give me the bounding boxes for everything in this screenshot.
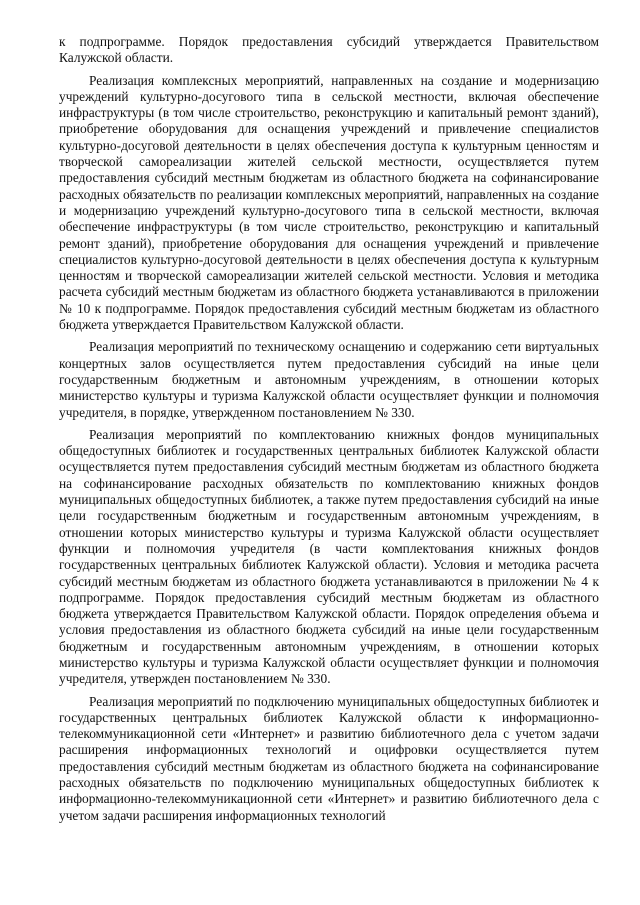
paragraph-2: Реализация комплексных мероприятий, направленных на создание и модернизацию учреждений культурно-досугового типа в сельской местности, включая обеспечение инфраструктуры (в том числе строительство, реконструкцию и капитальный ремонт зданий), приобретение оборудования для оснащения учреждений и привлечение специалистов культурно-досуговой деятельности в целях обеспечения доступа к культурным ценностям и творческой самореализации жителей сельской местности, осуществляется путем предоставления субсидий местным бюджетам из областного бюджета на софинансирование расходных обязательств по реализации комплексных мероприятий, направленных на создание и модернизацию учреждений культурно-досугового типа в сельской местности, включая обеспечение инфраструктуры (в том числе строительство, реконструкцию и капитальный ремонт зданий), приобретение оборудования для оснащения учреждений и привлечение специалистов культурно-досуговой деятельности в целях обеспечения доступа к культурным ценностям и творческой самореализации жителей сельской местности. Условия и методика расчета субсидий местным бюджетам из областного бюджета устанавливаются в приложении № 10 к подпрограмме. Порядок предоставления субсидий местным бюджетам из областного бюджета утверждается Правительством Калужской области. [59, 72, 599, 333]
paragraph-1: к подпрограмме. Порядок предоставления субсидий утверждается Правительством Калужской области. [59, 34, 599, 66]
document-page [59, 34, 599, 830]
paragraph-3: Реализация мероприятий по техническому оснащению и содержанию сети виртуальных концертных залов осуществляется путем предоставления субсидий на иные цели государственным бюджетным и автономным учреждениям, в отношении которых министерство культуры и туризма Калужской области осуществляет функции и полномочия учредителя, в порядке, утвержденном постановлением № 330. [59, 339, 599, 420]
paragraph-4: Реализация мероприятий по комплектованию книжных фондов муниципальных общедоступных библиотек и государственных центральных библиотек Калужской области осуществляется путем предоставления субсидий местным бюджетам из областного бюджета на софинансирование расходных обязательств по комплектованию книжных фондов муниципальных общедоступных библиотек, а также путем предоставления субсидий на иные цели государственным бюджетным и государственным автономным учреждениям, в отношении которых министерство культуры и туризма Калужской области осуществляет функции и полномочия учредителя (в части комплектования книжных фондов государственных центральных библиотек Калужской области). Условия и методика расчета субсидий местным бюджетам из областного бюджета устанавливаются в приложении № 4 к подпрограмме. Порядок предоставления субсидий местным бюджетам из областного бюджета утверждается Правительством Калужской области. Порядок определения объема и условия предоставления из областного бюджета субсидий на иные цели государственным бюджетным и государственным автономным учреждениям, в отношении которых министерство культуры и туризма Калужской области осуществляет функции и полномочия учредителя, утвержден постановлением № 330. [59, 426, 599, 687]
paragraph-5: Реализация мероприятий по подключению муниципальных общедоступных библиотек и государственных центральных библиотек Калужской области к информационно-телекоммуникационной сети «Интернет» и развитию библиотечного дела с учетом задачи расширения информационных технологий и оцифровки осуществляется путем предоставления субсидий местным бюджетам из областного бюджета на софинансирование расходных обязательств по подключению муниципальных общедоступных библиотек к информационно-телекоммуникационной сети «Интернет» и развитию библиотечного дела с учетом задачи расширения информационных технологий [59, 693, 599, 823]
